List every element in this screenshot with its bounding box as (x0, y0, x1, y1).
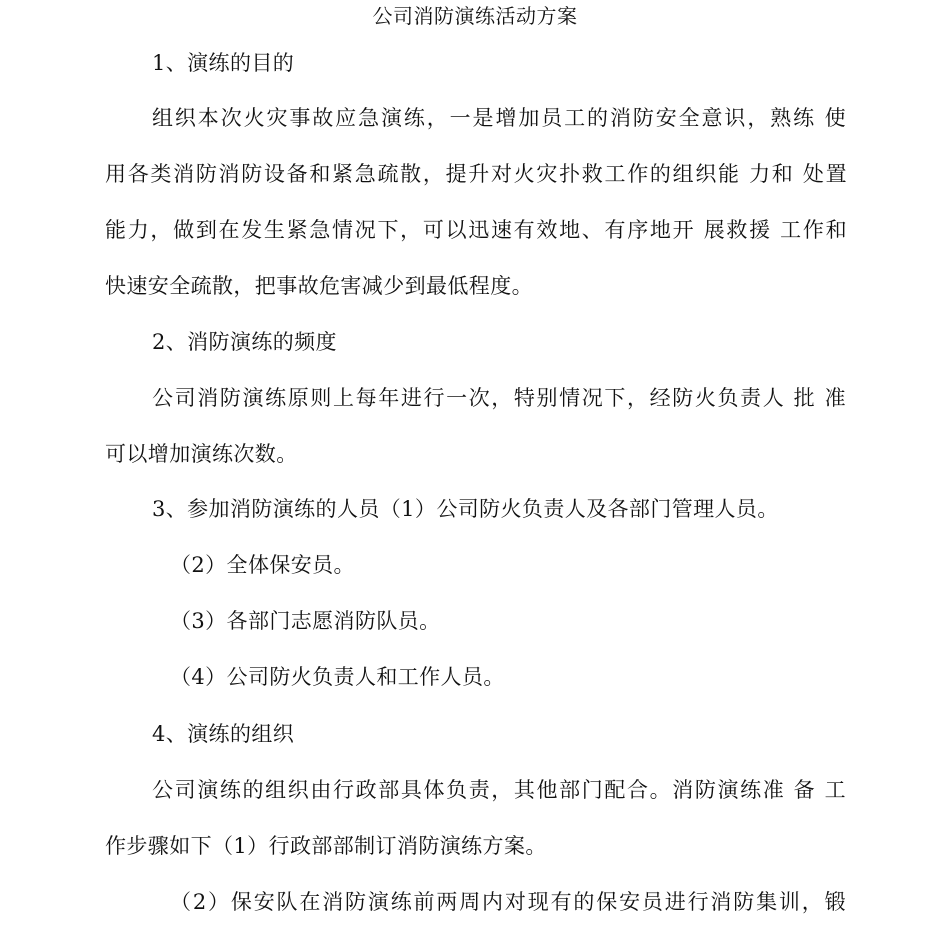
paragraph-line: （2）保安队在消防演练前两周内对现有的保安员进行消防集训，锻 (170, 890, 846, 914)
paragraph-line: 组织本次火灾事故应急演练，一是增加员工的消防安全意识，熟练 使 (152, 106, 846, 130)
section-heading-3: 3、参加消防演练的人员（1）公司防火负责人及各部门管理人员。 (152, 497, 779, 521)
paragraph-line: 可以增加演练次数。 (105, 442, 298, 466)
paragraph-line: 能力，做到在发生紧急情况下，可以迅速有效地、有序地开 展救援 工作和 (105, 218, 847, 242)
paragraph-line: 快速安全疏散，把事故危害减少到最低程度。 (105, 274, 533, 298)
section-heading-4: 4、演练的组织 (152, 722, 295, 746)
list-item: （4）公司防火负责人和工作人员。 (170, 665, 505, 689)
section-heading-1: 1、演练的目的 (152, 51, 295, 75)
paragraph-line: 作步骤如下（1）行政部部制订消防演练方案。 (105, 834, 547, 858)
paragraph-line: 用各类消防消防设备和紧急疏散，提升对火灾扑救工作的组织能 力和 处置 (105, 162, 847, 186)
list-item: （2）全体保安员。 (170, 553, 355, 577)
list-item: （3）各部门志愿消防队员。 (170, 609, 441, 633)
section-heading-2: 2、消防演练的频度 (152, 330, 337, 354)
paragraph-line: 公司演练的组织由行政部具体负责，其他部门配合。消防演练准 备 工 (152, 778, 846, 802)
paragraph-line: 公司消防演练原则上每年进行一次，特别情况下，经防火负责人 批 准 (152, 386, 846, 410)
document-title: 公司消防演练活动方案 (372, 4, 578, 28)
